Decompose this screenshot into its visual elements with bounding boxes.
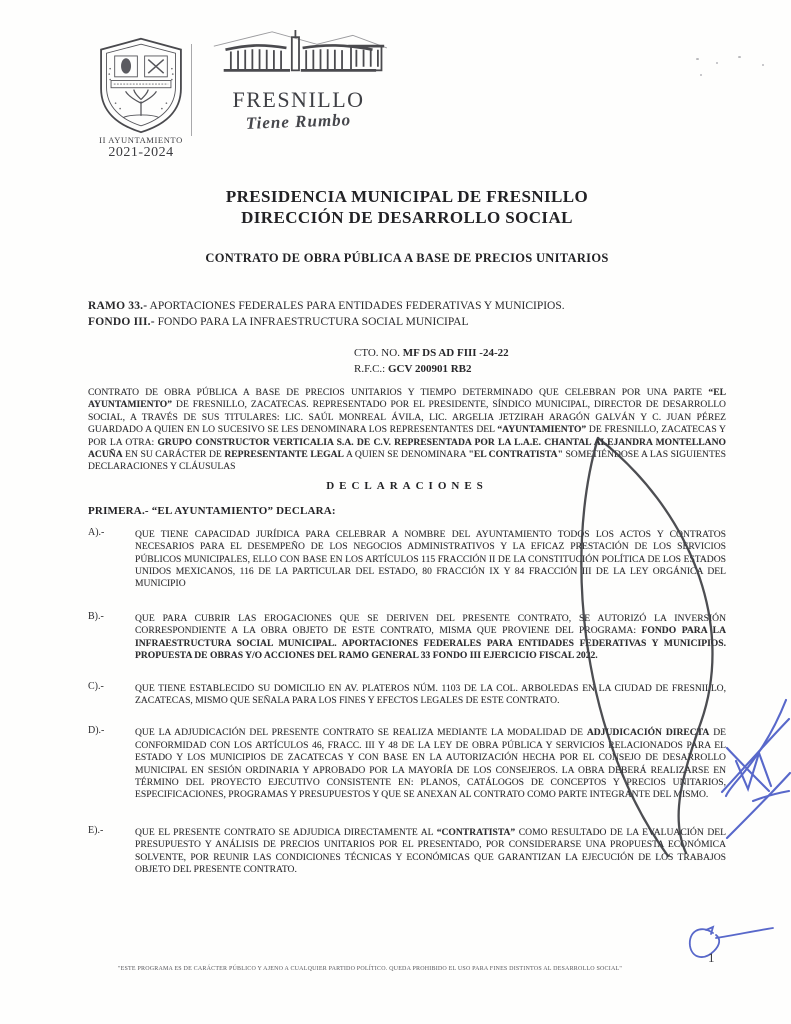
declarations-heading: DECLARACIONES	[326, 479, 488, 492]
declaration-text-d: QUE LA ADJUDICACIÓN DEL PRESENTE CONTRATO SE REALIZA MEDIANTE LA MODALIDAD DE ADJUDICACIÓN DIRECTA DE CONFORMIDAD CON LOS ARTÍCULOS 46, FRACC. III Y 48 DE LA LEY DE OBRA PÚBLICA Y SERVICIOS RELACIONADOS PARA EL ESTADO Y LOS MUNICIPIOS DE ZACATECAS Y CON BASE EN LA AUTORIZACIÓN HECHA POR EL CONSEJO DE DESARROLLO MUNICIPAL EN SESIÓN ORDINARIA Y APROBADO POR LA MAYORÍA DE LOS CONSEJEROS. LA OBRA DEBERÁ REALIZARSE EN TÉRMINO DEL PROYECTO EJECUTIVO CONSISTENTE EN: PLANOS, CATÁLOGOS DE CONCEPTOS Y PRECIOS UNITARIOS, ESPECIFICACIONES, PROGRAMAS Y PRESUPUESTOS Y QUE SE ANEXAN AL CONTRATO COMO PARTE INTEGRANTE DEL MISMO.	[135, 727, 726, 801]
declaration-text-a: QUE TIENE CAPACIDAD JURÍDICA PARA CELEBRAR A NOMBRE DEL AYUNTAMIENTO TODOS LOS ACTOS Y CONTRATOS NECESARIOS PARA EL DESEMPEÑO DE LOS NEGOCIOS ADMINISTRATIVOS Y LA EFICAZ PRESTACIÓN DE LOS SERVICIOS PÚBLICOS MUNICIPALES, ELLO CON BASE EN LOS ARTÍCULOS 115 FRACCIÓN II DE LA CONSTITUCIÓN POLÍTICA DE LOS ESTADOS UNIDOS MEXICANOS, 116 DE LA PARTICULAR DEL ESTADO, 80 FRACCIÓN IX Y 84 FRACCIÓN III DE LA LEY ORGÁNICA DEL MUNICIPIO	[135, 528, 726, 590]
brand-tagline: Tiene Rumbo	[245, 110, 352, 133]
crest-caption-administration: II AYUNTAMIENTO	[99, 135, 183, 145]
contract-number-label: CTO. NO.	[354, 347, 403, 359]
declaration-label-e: E).-	[88, 824, 104, 836]
declaration-item-b	[88, 610, 727, 663]
declaration-item-a	[88, 526, 726, 591]
ramo-text: APORTACIONES FEDERALES PARA ENTIDADES FEDERATIVAS Y MUNICIPIOS.	[147, 300, 565, 312]
checkmark-scribble	[690, 927, 773, 957]
declaration-label-d: D).-	[88, 725, 105, 737]
declaration-item-c	[88, 680, 726, 708]
document-title	[88, 186, 726, 228]
ramo-label: RAMO 33.-	[88, 300, 148, 312]
fondo-label: FONDO III.-	[88, 316, 155, 328]
declaration-item-e	[88, 824, 726, 877]
declaration-text-c: QUE TIENE ESTABLECIDO SU DOMICILIO EN AV. PLATEROS NÚM. 1103 DE LA COL. ARBOLEDAS EN LA CIUDAD DE FRESNILLO, ZACATECAS, MISMO QUE SEÑALA PARA LOS FINES Y EFECTOS LEGALES DE ESTE CONTRATO.	[135, 682, 726, 706]
contract-reference	[354, 346, 726, 377]
fondo-text: FONDO PARA LA INFRAESTRUCTURA SOCIAL MUNICIPAL	[154, 316, 469, 328]
program-heading	[88, 298, 726, 330]
declaration-label-c: C).-	[88, 680, 104, 692]
primera-declaration-heading: PRIMERA.- “EL AYUNTAMIENTO” DECLARA:	[88, 504, 336, 517]
document-body	[88, 0, 726, 876]
footer-disclaimer: "ESTE PROGRAMA ES DE CARÁCTER PÚBLICO Y AJENO A CUALQUIER PARTIDO POLÍTICO. QUEDA PROHIBIDO EL USO PARA FINES DISTINTOS AL DESARROLLO SOCIAL"	[117, 966, 622, 972]
contract-subtitle: CONTRATO DE OBRA PÚBLICA A BASE DE PRECIOS UNITARIOS	[205, 251, 609, 265]
rfc-line	[354, 362, 726, 378]
contract-intro-paragraph: CONTRATO DE OBRA PÚBLICA A BASE DE PRECIOS UNITARIOS Y TIEMPO DETERMINADO QUE CELEBRAN POR UNA PARTE “EL AYUNTAMIENTO” DE FRESNILLO, ZACATECAS. REPRESENTADO POR EL PRESIDENTE, SÍNDICO MUNICIPAL, DIRECTOR DE DESARROLLO SOCIAL, A TRAVÉS DE SUS TITULARES: LIC. SAÚL MONREAL ÁVILA, LIC. ARGELIA JETZIRAH ARAGÓN GALVÁN Y C. JUAN PÉREZ GUARDADO A QUIEN EN LO SUCESIVO SE LES DENOMINARA LOS REPRESENTANTES DEL “AYUNTAMIENTO” DE FRESNILLO, ZACATECAS Y POR LA OTRA: GRUPO CONSTRUCTOR VERTICALIA S.A. DE C.V. REPRESENTADA POR LA L.A.E. CHANTAL ALEJANDRA MONTELLANO ACUÑA EN SU CARÁCTER DE REPRESENTANTE LEGAL A QUIEN SE DENOMINARA "EL CONTRATISTA" SOMETIÉNDOSE A LAS SIGUIENTES DECLARACIONES Y CLÁUSULAS	[88, 387, 726, 473]
signature-scribble	[722, 700, 790, 838]
contract-number-value: MF DS AD FIII -24-22	[402, 347, 509, 359]
declaration-label-a: A).-	[88, 526, 105, 538]
crest-caption-years: 2021-2024	[108, 145, 174, 160]
brand-name: FRESNILLO	[232, 87, 365, 112]
declaration-text-e: QUE EL PRESENTE CONTRATO SE ADJUDICA DIRECTAMENTE AL “CONTRATISTA” COMO RESULTADO DE LA EVALUACIÓN DEL PRESUPUESTO Y ANÁLISIS DE PRECIOS UNITARIOS POR EL PRESENTADO, POR CONSIDERARSE UNA PROPUESTA ECONÓMICA SOLVENTE, POR REUNIR LAS CONDICIONES TÉCNICAS Y ECONÓMICAS QUE GARANTIZAN LA EJECUCIÓN DE LOS TRABAJOS OBJETO DEL PRESENTE CONTRATO.	[135, 826, 726, 875]
fondo-line	[88, 314, 726, 330]
ramo-line	[88, 298, 726, 314]
title-line-2: DIRECCIÓN DE DESARROLLO SOCIAL	[241, 208, 573, 227]
declaration-label-b: B).-	[88, 610, 104, 622]
rfc-value: GCV 200901 RB2	[387, 362, 472, 375]
rfc-label: R.F.C.:	[354, 362, 388, 375]
declaration-text-b: QUE PARA CUBRIR LAS EROGACIONES QUE SE DERIVEN DEL PRESENTE CONTRATO, SE AUTORIZÓ LA INVERSIÓN CORRESPONDIENTE A LA OBRA OBJETO DE ESTE CONTRATO, MISMA QUE PROVIENE DEL PROGRAMA: FONDO PARA LA INFRAESTRUCTURA SOCIAL MUNICIPAL. APORTACIONES FEDERALES PARA ENTIDADES FEDERATIVAS Y MUNICIPIOS. PROPUESTA DE OBRAS Y/O ACCIONES DEL RAMO GENERAL 33 FONDO III EJERCICIO FISCAL 2022.	[135, 612, 727, 662]
title-line-1: PRESIDENCIA MUNICIPAL DE FRESNILLO	[225, 187, 589, 206]
contract-number-line	[354, 346, 726, 362]
page-number: 1	[708, 950, 715, 965]
declaration-item-d	[88, 727, 726, 801]
